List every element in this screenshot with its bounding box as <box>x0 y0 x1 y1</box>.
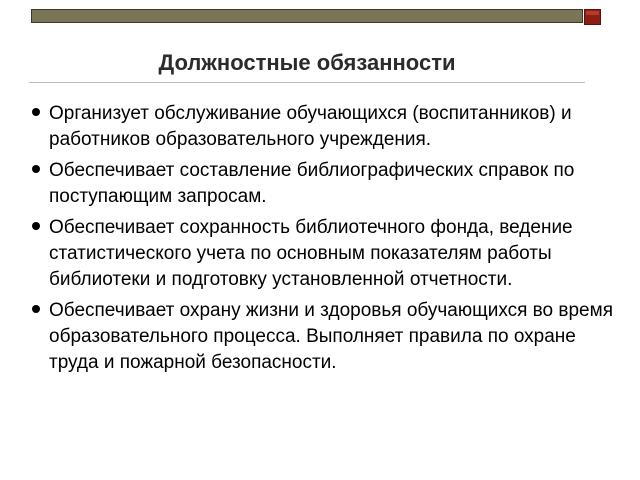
bullet-dot-icon <box>32 108 40 116</box>
bullet-item-4 <box>32 298 624 376</box>
bullet-text: Обеспечивает составление библиографических справок по поступающим запросам. <box>49 160 575 207</box>
corner-accent-square <box>584 9 601 25</box>
bullet-dot-icon <box>32 222 40 230</box>
bullet-item-3 <box>32 215 624 293</box>
bullet-item-1 <box>32 101 624 153</box>
bullet-dot-icon <box>32 165 40 173</box>
bullet-text: Обеспечивает охрану жизни и здоровья обучающихся во время образовательного процесса. Выполняет правила по охране труда и пожарной безопасности. <box>49 300 613 373</box>
slide-title: Должностные обязанности <box>158 50 456 75</box>
bullet-text: Организует обслуживание обучающихся (воспитанников) и работников образовательного учреждения. <box>49 103 572 150</box>
bullet-dot-icon <box>32 305 40 313</box>
bullet-item-2 <box>32 158 624 210</box>
bullet-text: Обеспечивает сохранность библиотечного фонда, ведение статистического учета по основным показателям работы библиотеки и подготовку установленной отчетности. <box>49 217 573 290</box>
header-bar <box>31 9 583 23</box>
bullet-list <box>32 101 624 381</box>
title-divider <box>29 82 585 83</box>
